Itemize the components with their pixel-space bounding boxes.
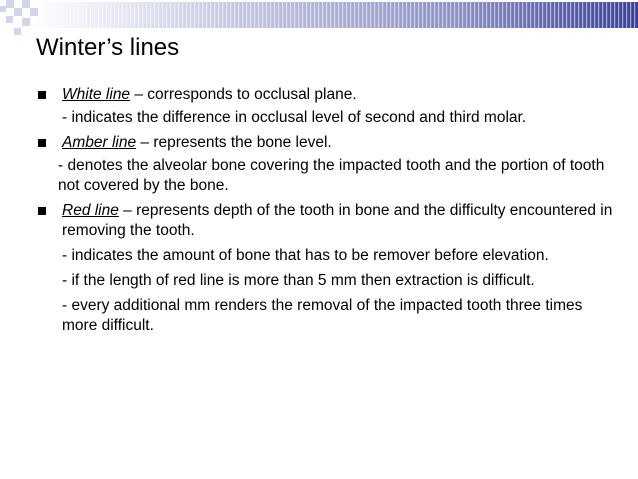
gradient-band	[30, 2, 638, 28]
bullet-description: – represents depth of the tooth in bone and the difficulty encountered in removing the tooth.	[62, 202, 613, 239]
checker-square	[6, 16, 13, 23]
sub-point: - if the length of red line is more than 5 mm then extraction is difficult.	[62, 272, 535, 289]
checker-square	[22, 18, 30, 26]
bullet-description: – corresponds to occlusal plane.	[130, 86, 357, 103]
bullet-list	[36, 85, 616, 336]
checker-square	[14, 28, 21, 35]
sub-point: - indicates the difference in occlusal level of second and third molar.	[62, 109, 527, 126]
slide-title: Winter’s lines	[36, 34, 180, 61]
checker-square	[30, 8, 38, 16]
square-bullet-icon	[38, 207, 46, 215]
checker-square	[14, 8, 22, 16]
bullet-description: – represents the bone level.	[136, 134, 332, 151]
sub-point: - denotes the alveolar bone covering the impacted tooth and the portion of tooth not covered by the bone.	[58, 157, 605, 194]
bullet-term: Amber line	[62, 134, 137, 151]
checker-square	[22, 0, 30, 8]
bullet-item-red-line	[36, 201, 616, 241]
square-bullet-icon	[38, 91, 46, 99]
bullet-item-amber-line	[36, 133, 616, 153]
checker-square	[0, 6, 6, 12]
bullet-term: White line	[62, 86, 131, 103]
sub-point: - every additional mm renders the removal of the impacted tooth three times more difficult.	[62, 297, 583, 334]
checker-square	[6, 0, 14, 8]
square-bullet-icon	[38, 139, 46, 147]
sub-point: - indicates the amount of bone that has to be remover before elevation.	[62, 247, 549, 264]
bullet-term: Red line	[62, 202, 119, 219]
bullet-item-white-line	[36, 85, 616, 105]
